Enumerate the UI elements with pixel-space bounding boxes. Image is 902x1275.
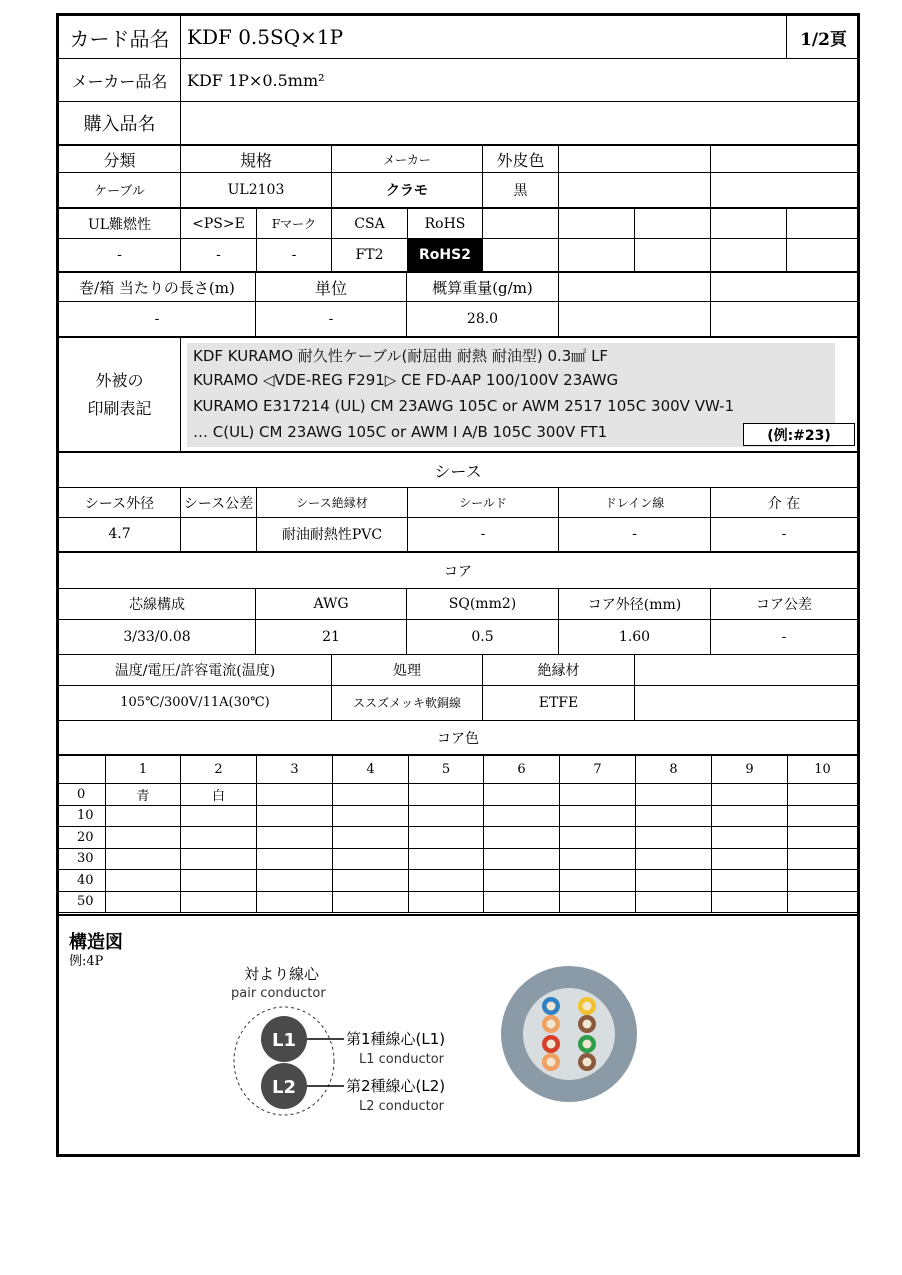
l2-en: L2 conductor <box>359 1099 445 1114</box>
csa-label: CSA <box>332 209 408 238</box>
core-color-cell <box>333 849 409 870</box>
manufacturer-label: メーカー <box>332 146 483 172</box>
core-color-corner <box>59 756 106 783</box>
core-color-row-label: 0 <box>59 784 106 805</box>
structure-title: 構造図 <box>69 932 123 953</box>
csa-value: FT2 <box>332 238 408 271</box>
core-color-col-header: 1 <box>106 756 181 783</box>
core-color-cell <box>636 870 712 891</box>
core-color-cell <box>484 892 560 913</box>
core-color-cell <box>560 806 636 827</box>
core-color-cell: 青 <box>106 784 181 805</box>
category-value: ケーブル <box>59 172 181 207</box>
length-value: - <box>59 301 256 336</box>
sheath-insul-label: シース絶縁材 <box>257 488 408 517</box>
core-color-cell <box>484 827 560 848</box>
core-color-row-label: 10 <box>59 806 106 827</box>
core-color-cell <box>788 870 857 891</box>
maker-name-value: KDF 1P×0.5mm² <box>187 70 325 90</box>
pse-label: <PS>E <box>181 209 257 238</box>
core-color-col-header: 7 <box>560 756 636 783</box>
jacket-color-label: 外皮色 <box>483 146 559 172</box>
core-conductor-icon <box>547 1040 556 1049</box>
core-od-label: コア外径(mm) <box>559 589 711 619</box>
core-color-cell <box>712 784 788 805</box>
core-color-row-label: 50 <box>59 892 106 913</box>
core-color-col-header: 2 <box>181 756 257 783</box>
core-color-cell <box>257 849 333 870</box>
core-color-row <box>59 806 857 828</box>
weight-value: 28.0 <box>407 301 559 336</box>
sq-label: SQ(mm2) <box>407 589 559 619</box>
core-color-row-label: 40 <box>59 870 106 891</box>
core-color-cell <box>333 827 409 848</box>
inner-circle <box>523 988 615 1080</box>
ul-flame-value: - <box>59 238 181 271</box>
core-conductor-icon <box>583 1040 592 1049</box>
shield-label: シールド <box>408 488 559 517</box>
structure-section <box>59 914 857 916</box>
drain-value: - <box>559 517 711 551</box>
core-color-cell <box>333 784 409 805</box>
l2-jp: 第2種線心(L2) <box>346 1077 446 1095</box>
insulation-value: ETFE <box>483 685 635 720</box>
core-color-cell <box>560 827 636 848</box>
core-color-col-header: 10 <box>814 762 831 777</box>
core-title: コア <box>444 563 472 580</box>
l1-text: L1 <box>272 1030 296 1051</box>
example-badge: (例:#23) <box>743 423 855 446</box>
core-color-header-row <box>59 756 857 784</box>
core-color-cell <box>484 870 560 891</box>
core-color-cell <box>257 784 333 805</box>
core-color-row-label: 20 <box>59 827 106 848</box>
sheath-title: シース <box>434 461 482 481</box>
maker-name-label: メーカー品名 <box>59 59 181 101</box>
l1-en: L1 conductor <box>359 1052 445 1067</box>
temp-voltage-value: 105℃/300V/11A(30℃) <box>59 685 332 720</box>
f-mark-label: Fマーク <box>257 209 332 238</box>
unit-label: 単位 <box>256 273 407 301</box>
core-color-cell <box>560 784 636 805</box>
unit-value: - <box>256 301 407 336</box>
jacket-color-value: 黒 <box>483 172 559 207</box>
category-label: 分類 <box>59 146 181 172</box>
sheath-insul-value: 耐油耐熱性PVC <box>257 517 408 551</box>
core-color-cell <box>257 827 333 848</box>
core-color-cell <box>181 892 257 913</box>
core-color-cell <box>712 870 788 891</box>
core-color-cell <box>788 849 857 870</box>
core-color-cell <box>636 784 712 805</box>
core-od-value: 1.60 <box>559 619 711 654</box>
core-conductor-icon <box>547 1002 556 1011</box>
spec-sheet <box>56 13 860 1157</box>
sheath-od-value: 4.7 <box>59 517 181 551</box>
conductor-value: 3/33/0.08 <box>59 619 256 654</box>
core-color-cell <box>560 849 636 870</box>
core-color-cell <box>106 806 181 827</box>
printing-line-2: KURAMO ◁VDE-REG F291▷ CE FD-AAP 100/100V 23AWG <box>193 371 619 389</box>
length-block <box>59 273 857 338</box>
core-color-cell <box>409 827 484 848</box>
core-color-title: コア色 <box>437 730 479 747</box>
printing-block <box>59 338 857 453</box>
core-tol-value: - <box>781 628 787 645</box>
core-color-cell <box>106 849 181 870</box>
length-label: 巻/箱 当たりの長さ(m) <box>59 273 256 301</box>
manufacturer-value: クラモ <box>332 172 483 207</box>
card-name-label: カード品名 <box>59 16 181 58</box>
core-conductor-icon <box>547 1020 556 1029</box>
awg-label: AWG <box>256 589 407 619</box>
maker-name-row <box>59 59 857 102</box>
standard-value: UL2103 <box>181 172 332 207</box>
pse-value: - <box>181 238 257 271</box>
core-color-cell <box>712 806 788 827</box>
printing-label-line-1: 外被の <box>95 370 144 390</box>
core-color-cell <box>788 892 857 913</box>
f-mark-value: - <box>257 238 332 271</box>
core-color-cell <box>333 806 409 827</box>
sheath-tol-label: シース公差 <box>181 488 257 517</box>
core-color-cell <box>181 827 257 848</box>
core-color-row <box>59 892 857 914</box>
sq-value: 0.5 <box>407 619 559 654</box>
card-name-row <box>59 16 857 59</box>
core-color-cell <box>788 806 857 827</box>
conductor-label: 芯線構成 <box>59 589 256 619</box>
filler-value: - <box>781 526 787 542</box>
shield-value: - <box>408 517 559 551</box>
core-title-row <box>59 553 857 589</box>
purchase-name-value <box>181 102 857 144</box>
core-color-cell <box>106 870 181 891</box>
core-color-row <box>59 784 857 806</box>
core-color-cell <box>560 870 636 891</box>
core-color-cell <box>788 827 857 848</box>
core-color-cell <box>484 784 560 805</box>
treatment-value: ススズメッキ軟銅線 <box>332 685 483 720</box>
core-block-2 <box>59 655 857 721</box>
core-color-col-header: 3 <box>257 756 333 783</box>
core-color-cell <box>636 849 712 870</box>
sheath-tol-value <box>181 517 257 551</box>
core-color-col-header: 5 <box>409 756 484 783</box>
core-color-cell <box>712 827 788 848</box>
core-color-cell <box>409 870 484 891</box>
core-color-row <box>59 849 857 871</box>
spec-empty-4 <box>711 172 857 207</box>
printing-label <box>59 338 181 451</box>
page-number: 1/2頁 <box>800 29 847 50</box>
standard-label: 規格 <box>181 146 332 172</box>
ul-flame-label: UL難燃性 <box>59 209 181 238</box>
core-color-cell <box>484 849 560 870</box>
pair-conductor-jp: 対より線心 <box>244 965 320 983</box>
core-color-cell <box>257 870 333 891</box>
core-color-cell <box>257 892 333 913</box>
core-color-cell: 白 <box>181 784 257 805</box>
card-name-value: KDF 0.5SQ×1P <box>181 16 787 58</box>
core-color-cell <box>712 849 788 870</box>
core-block <box>59 589 857 655</box>
core-color-cell <box>409 806 484 827</box>
core-color-col-header: 8 <box>636 756 712 783</box>
core-color-cell <box>333 892 409 913</box>
spec-empty-2 <box>711 146 857 172</box>
cert-block <box>59 209 857 273</box>
core-conductor-icon <box>583 1020 592 1029</box>
core-color-cell <box>484 806 560 827</box>
sheath-title-row <box>59 453 857 488</box>
core-color-cell <box>181 870 257 891</box>
insulation-label: 絶縁材 <box>483 655 635 685</box>
l2-text: L2 <box>272 1077 296 1098</box>
core-color-cell <box>712 892 788 913</box>
drain-label: ドレイン線 <box>559 488 711 517</box>
core-conductor-icon <box>583 1058 592 1067</box>
awg-value: 21 <box>256 619 407 654</box>
pair-conductor-en: pair conductor <box>231 986 326 1001</box>
core-color-cell <box>106 827 181 848</box>
core-color-cell <box>181 806 257 827</box>
printing-text-area <box>187 343 835 447</box>
spec-empty-1 <box>559 146 711 172</box>
rohs-badge: RoHS2 <box>408 238 483 271</box>
cable-cross-section <box>499 964 639 1104</box>
weight-label: 概算重量(g/m) <box>407 273 559 301</box>
spec-block <box>59 146 857 209</box>
core-color-cell <box>636 892 712 913</box>
core-color-col-header: 4 <box>333 756 409 783</box>
core-color-cell <box>409 892 484 913</box>
core-color-title-row <box>59 721 857 756</box>
core-color-row-label: 30 <box>59 849 106 870</box>
core-conductor-icon <box>583 1002 592 1011</box>
l1-jp: 第1種線心(L1) <box>346 1030 446 1048</box>
core-color-cell <box>409 849 484 870</box>
core-color-cell <box>257 806 333 827</box>
structure-example: 例:4P <box>69 954 104 969</box>
sheath-od-label: シース外径 <box>59 488 181 517</box>
printing-label-line-2: 印刷表記 <box>87 398 152 418</box>
core-color-cell <box>106 892 181 913</box>
rohs-label: RoHS <box>408 209 483 238</box>
treatment-label: 処理 <box>332 655 483 685</box>
core-color-row <box>59 870 857 892</box>
filler-label: 介 在 <box>767 495 801 512</box>
core-color-col-header: 6 <box>484 756 560 783</box>
purchase-name-label: 購入品名 <box>59 102 181 144</box>
core-color-cell <box>181 849 257 870</box>
pair-diagram <box>229 1006 489 1116</box>
sheath-block <box>59 488 857 553</box>
printing-line-4: … C(UL) CM 23AWG 105C or AWM I A/B 105C 300V FT1 <box>193 423 608 441</box>
core-color-cell <box>409 784 484 805</box>
core-color-col-header: 9 <box>712 756 788 783</box>
core-tol-label: コア公差 <box>756 597 812 613</box>
spec-empty-3 <box>559 172 711 207</box>
printing-line-3: KURAMO E317214 (UL) CM 23AWG 105C or AWM 2517 105C 300V VW-1 <box>193 397 735 415</box>
core-color-table <box>59 756 857 914</box>
core-color-row <box>59 827 857 849</box>
temp-voltage-label: 温度/電圧/許容電流(温度) <box>59 655 332 685</box>
core-conductor-icon <box>547 1058 556 1067</box>
core-color-cell <box>560 892 636 913</box>
core-color-cell <box>636 827 712 848</box>
purchase-name-row <box>59 102 857 146</box>
core-color-cell <box>333 870 409 891</box>
core-color-cell <box>788 784 857 805</box>
core-color-cell <box>636 806 712 827</box>
printing-line-1: KDF KURAMO 耐久性ケーブル(耐屈曲 耐熱 耐油型) 0.3㎟ LF <box>193 347 609 365</box>
